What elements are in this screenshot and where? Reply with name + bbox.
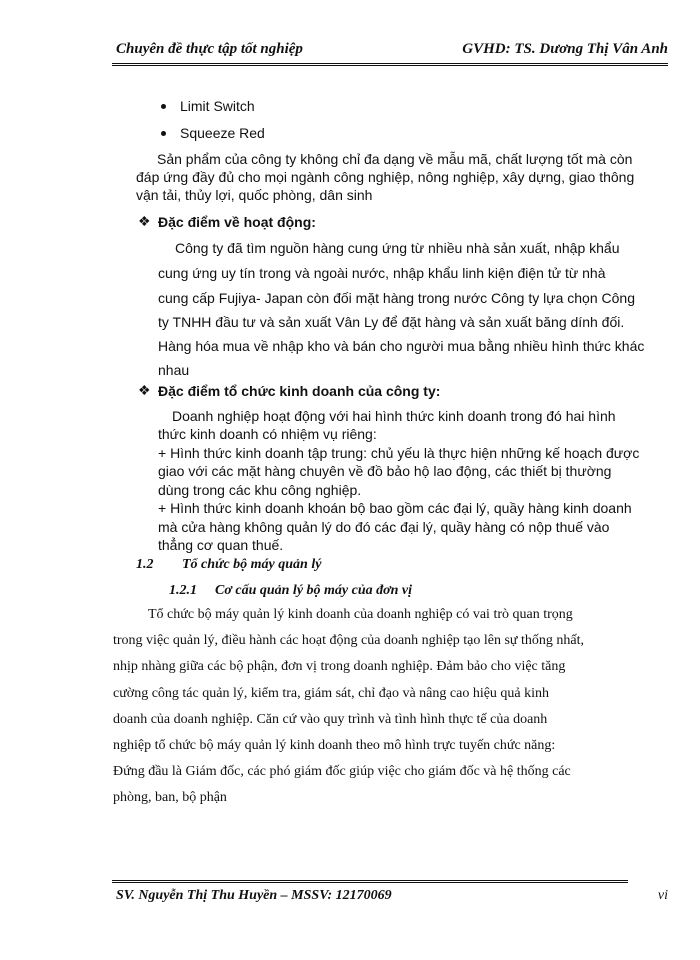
header-title: Chuyên đề thực tập tốt nghiệp	[116, 41, 303, 57]
section-number: 1.2	[136, 557, 154, 572]
body-line: cường công tác quản lý, kiểm tra, giám sát, chỉ đạo và nâng cao hiệu quả kinh	[113, 686, 550, 701]
activity-line: ty TNHH đầu tư và sản xuất Vân Ly để đặt hàng và sản xuất băng dính đối.	[158, 314, 625, 330]
business-heading: Đặc điểm tổ chức kinh doanh của công ty:	[158, 383, 441, 399]
activity-line: Công ty đã tìm nguồn hàng cung ứng từ nhiều nhà sản xuất, nhập khẩu	[175, 240, 620, 256]
footer-student: SV. Nguyễn Thị Thu Huyền – MSSV: 12170069	[116, 888, 392, 903]
business-line: + Hình thức kinh doanh khoán bộ bao gồm các đại lý, quầy hàng kinh doanh	[158, 500, 632, 516]
business-line: dùng trong các khu công nghiệp.	[158, 482, 362, 498]
header-supervisor: GVHD: TS. Dương Thị Vân Anh	[462, 41, 668, 57]
intro-line: Sản phẩm của công ty không chỉ đa dạng về mẫu mã, chất lượng tốt mà còn	[157, 151, 633, 167]
page-number: vi	[657, 888, 668, 903]
business-line: + Hình thức kinh doanh tập trung: chủ yếu là thực hiện những kế hoạch được	[158, 445, 640, 461]
bullet-icon	[161, 131, 166, 136]
body-line: phòng, ban, bộ phận	[113, 790, 227, 805]
page-header	[112, 38, 668, 60]
body-line: doanh của doanh nghiệp. Căn cứ vào quy trình và tình hình thực tế của doanh	[113, 712, 548, 727]
business-line: thức kinh doanh có nhiệm vụ riêng:	[158, 426, 377, 442]
footer-rule	[112, 880, 628, 883]
subsection-number: 1.2.1	[169, 583, 197, 598]
body-line: Đứng đầu là Giám đốc, các phó giám đốc giúp việc cho giám đốc và hệ thống các	[113, 764, 571, 779]
business-line: giao với các mặt hàng chuyên về đồ bảo hộ lao động, các thiết bị thường	[158, 463, 612, 479]
diamond-bullet-icon: ❖	[138, 384, 151, 399]
bullet-icon	[161, 104, 166, 109]
business-line: thẳng cơ quan thuế.	[158, 537, 284, 553]
diamond-bullet-icon: ❖	[138, 215, 151, 230]
activity-heading: Đặc điểm về hoạt động:	[158, 214, 316, 230]
activity-line: cung ứng uy tín trong và ngoài nước, nhập khẩu linh kiện điện tử từ nhà	[158, 265, 606, 281]
activity-line: nhau	[158, 362, 190, 378]
body-line: nghiệp tổ chức bộ máy quản lý kinh doanh theo mô hình trực tuyến chức năng:	[113, 738, 556, 753]
activity-line: cung cấp Fujiya- Japan còn đối mặt hàng trong nước Công ty lựa chọn Công	[158, 290, 635, 306]
bullet-item: Limit Switch	[180, 98, 255, 114]
intro-line: vận tải, thủy lợi, quốc phòng, dân sinh	[136, 187, 373, 203]
intro-line: đáp ứng đầy đủ cho mọi ngành công nghiệp, nông nghiệp, xây dựng, giao thông	[136, 169, 635, 185]
bullet-item: Squeeze Red	[180, 125, 265, 141]
page-footer	[112, 888, 668, 910]
business-line: Doanh nghiệp hoạt động với hai hình thức kinh doanh trong đó hai hình	[172, 408, 616, 424]
body-line: trong việc quản lý, điều hành các hoạt động của doanh nghiệp tạo lên sự thống nhất,	[113, 633, 585, 648]
header-rule	[112, 63, 668, 66]
body-line: Tổ chức bộ máy quản lý kinh doanh của doanh nghiệp có vai trò quan trọng	[148, 607, 573, 622]
body-line: nhịp nhàng giữa các bộ phận, đơn vị trong doanh nghiệp. Đảm bảo cho việc tăng	[113, 659, 566, 674]
activity-line: Hàng hóa mua về nhập kho và bán cho người mua bằng nhiều hình thức khác	[158, 338, 645, 354]
business-line: mà cửa hàng không quản lý do đó các đại lý, quầy hàng có nộp thuế vào	[158, 519, 610, 535]
subsection-title: Cơ cấu quản lý bộ máy của đơn vị	[215, 583, 413, 598]
section-title: Tổ chức bộ máy quản lý	[182, 557, 322, 572]
